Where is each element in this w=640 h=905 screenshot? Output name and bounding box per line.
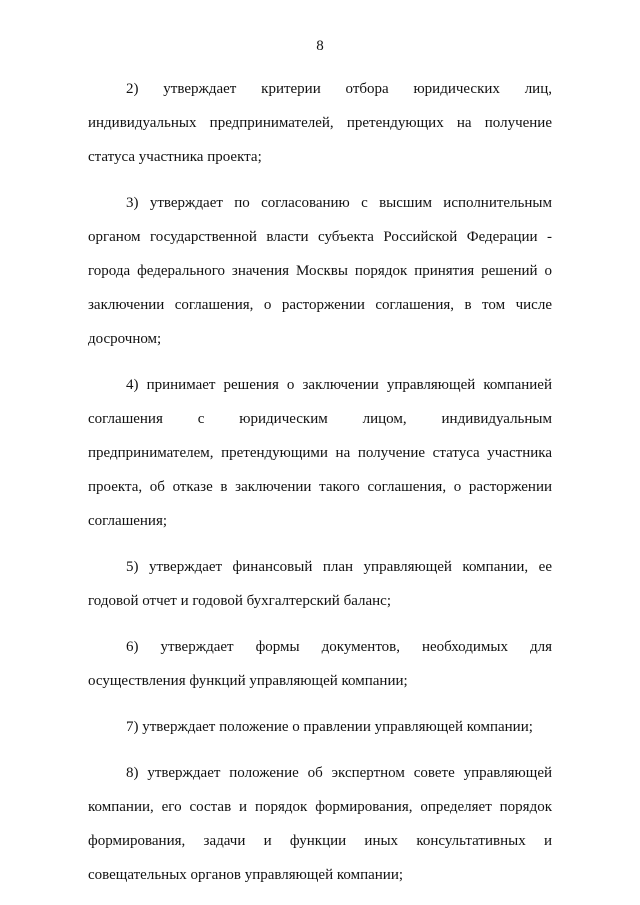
- list-item-6: [88, 630, 552, 698]
- document-body: [88, 72, 552, 904]
- list-item-3: [88, 186, 552, 356]
- list-item-number: 4): [126, 377, 139, 393]
- list-item-4: [88, 368, 552, 538]
- list-item-text: утверждает финансовый план управляющей компании, ее годовой отчет и годовой бухгалтерский баланс;: [88, 559, 552, 609]
- list-item-number: 5): [126, 559, 139, 575]
- list-item-number: 8): [126, 765, 139, 781]
- list-item-2: [88, 72, 552, 174]
- list-item-5: [88, 550, 552, 618]
- list-item-text: утверждает положение об экспертном совете управляющей компании, его состав и порядок формирования, определяет порядок формирования, задачи и функции иных консультативных и совещательных органов управляющей компании;: [88, 765, 552, 883]
- list-item-number: 6): [126, 639, 139, 655]
- list-item-8: [88, 756, 552, 892]
- list-item-number: 3): [126, 195, 139, 211]
- page-number: 8: [316, 38, 324, 54]
- list-item-7: [88, 710, 552, 744]
- list-item-text: принимает решения о заключении управляющей компанией соглашения с юридическим лицом, индивидуальным предпринимателем, претендующими на получение статуса участника проекта, об отказе в заключении такого соглашения, о расторжении соглашения;: [88, 377, 552, 529]
- list-item-text: утверждает по согласованию с высшим исполнительным органом государственной власти субъекта Российской Федерации - города федерального значения Москвы порядок принятия решений о заключении соглашения, о расторжении соглашения, в том числе досрочном;: [88, 195, 552, 347]
- list-item-number: 2): [126, 81, 139, 97]
- list-item-number: 7): [126, 719, 139, 735]
- list-item-text: утверждает положение о правлении управляющей компании;: [138, 719, 533, 735]
- list-item-text: утверждает формы документов, необходимых для осуществления функций управляющей компании;: [88, 639, 552, 689]
- list-item-text: утверждает критерии отбора юридических лиц, индивидуальных предпринимателей, претендующих на получение статуса участника проекта;: [88, 81, 552, 165]
